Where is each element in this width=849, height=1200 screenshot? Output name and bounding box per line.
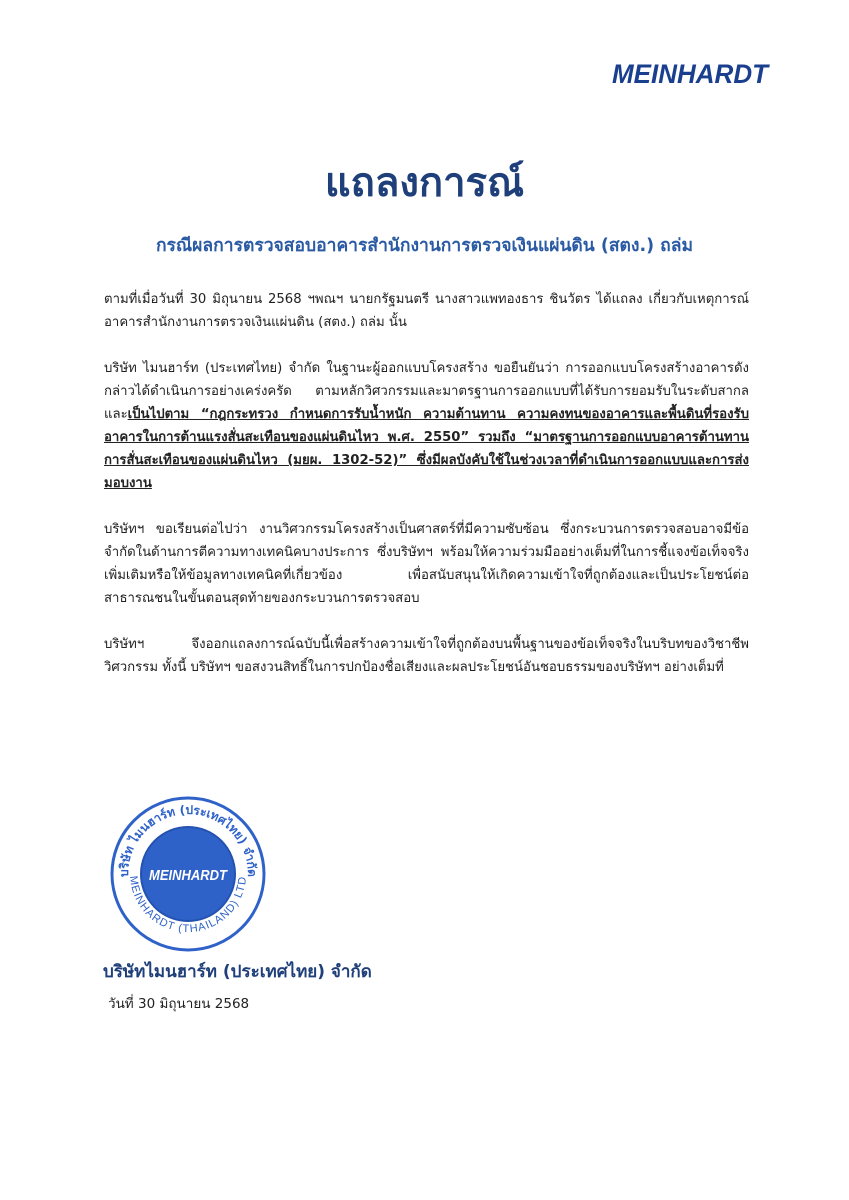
paragraph-3: บริษัทฯ ขอเรียนต่อไปว่า งานวิศวกรรมโครงสร้างเป็นศาสตร์ที่มีความซับซ้อน ซึ่งกระบวนการตรวจสอบอาจมีข้อจำกัดในด้านการตีความทางเทคนิคบางประการ ซึ่งบริษัทฯ พร้อมให้ความร่วมมืออย่างเต็มที่ในการชี้แจงข้อเท็จจริงเพิ่มเติมหรือให้ข้อมูลทางเทคนิคที่เกี่ยวข้อง เพื่อสนับสนุนให้เกิดความเข้าใจที่ถูกต้องและเป็นประโยชน์ต่อสาธารณชนในขั้นตอนสุดท้ายของกระบวนการตรวจสอบ: [104, 522, 749, 606]
paragraph-2-emphasis: เป็นไปตาม “กฎกระทรวง กำหนดการรับน้ำหนัก ความต้านทาน ความคงทนของอาคารและพื้นดินที่รองรับอาคารในการต้านแรงสั่นสะเทือนของแผ่นดินไหว พ.ศ. 2550” รวมถึง “มาตรฐานการออกแบบอาคารต้านทานการสั่นสะเทือนของแผ่นดินไหว (มยผ. 1302-52)” ซึ่งมีผลบังคับใช้ในช่วงเวลาที่ดำเนินการออกแบบและการส่งมอบงาน: [104, 407, 749, 491]
statement-body: [104, 288, 749, 702]
paragraph-1: ตามที่เมื่อวันที่ 30 มิถุนายน 2568 ฯพณฯ นายกรัฐมนตรี นางสาวแพทองธาร ชินวัตร ได้แถลง เกี่ยวกับเหตุการณ์อาคารสำนักงานการตรวจเงินแผ่นดิน (สตง.) ถล่ม นั้น: [104, 292, 749, 330]
statement-date: วันที่ 30 มิถุนายน 2568: [108, 996, 250, 1012]
meinhardt-logo: [612, 58, 770, 88]
signatory-company: บริษัทไมนฮาร์ท (ประเทศไทย) จำกัด: [103, 962, 372, 982]
seal-center-text: MEINHARDT: [149, 867, 229, 884]
seal-top-text: บริษัท ไมนฮาร์ท (ประเทศไทย) จำกัด: [116, 802, 260, 878]
paragraph-2-text: บริษัท ไมนฮาร์ท (ประเทศไทย) จำกัด ในฐานะผู้ออกแบบโครงสร้าง ขอยืนยันว่า การออกแบบโครงสร้างอาคารดังกล่าวได้ดำเนินการอย่างเคร่งครัด ตามหลักวิศวกรรมและมาตรฐานการออกแบบที่ได้รับการยอมรับในระดับสากล และ: [104, 361, 749, 422]
paragraph-4: บริษัทฯ จึงออกแถลงการณ์ฉบับนี้เพื่อสร้างความเข้าใจที่ถูกต้องบนพื้นฐานของข้อเท็จจริงในบริบทของวิชาชีพวิศวกรรม ทั้งนี้ บริษัทฯ ขอสงวนสิทธิ์ในการปกป้องชื่อเสียงและผลประโยชน์อันชอบธรรมของบริษัทฯ อย่างเต็มที่: [104, 637, 749, 675]
page-title: แถลงการณ์: [324, 160, 525, 206]
company-seal: [108, 794, 268, 954]
paragraph-2: [104, 357, 749, 495]
page-subtitle: กรณีผลการตรวจสอบอาคารสำนักงานการตรวจเงินแผ่นดิน (สตง.) ถล่ม: [155, 236, 694, 256]
logo-wordmark: MEINHARDT: [612, 59, 770, 88]
seal-bottom-text: MEINHARDT (THAILAND) LTD: [126, 875, 250, 936]
